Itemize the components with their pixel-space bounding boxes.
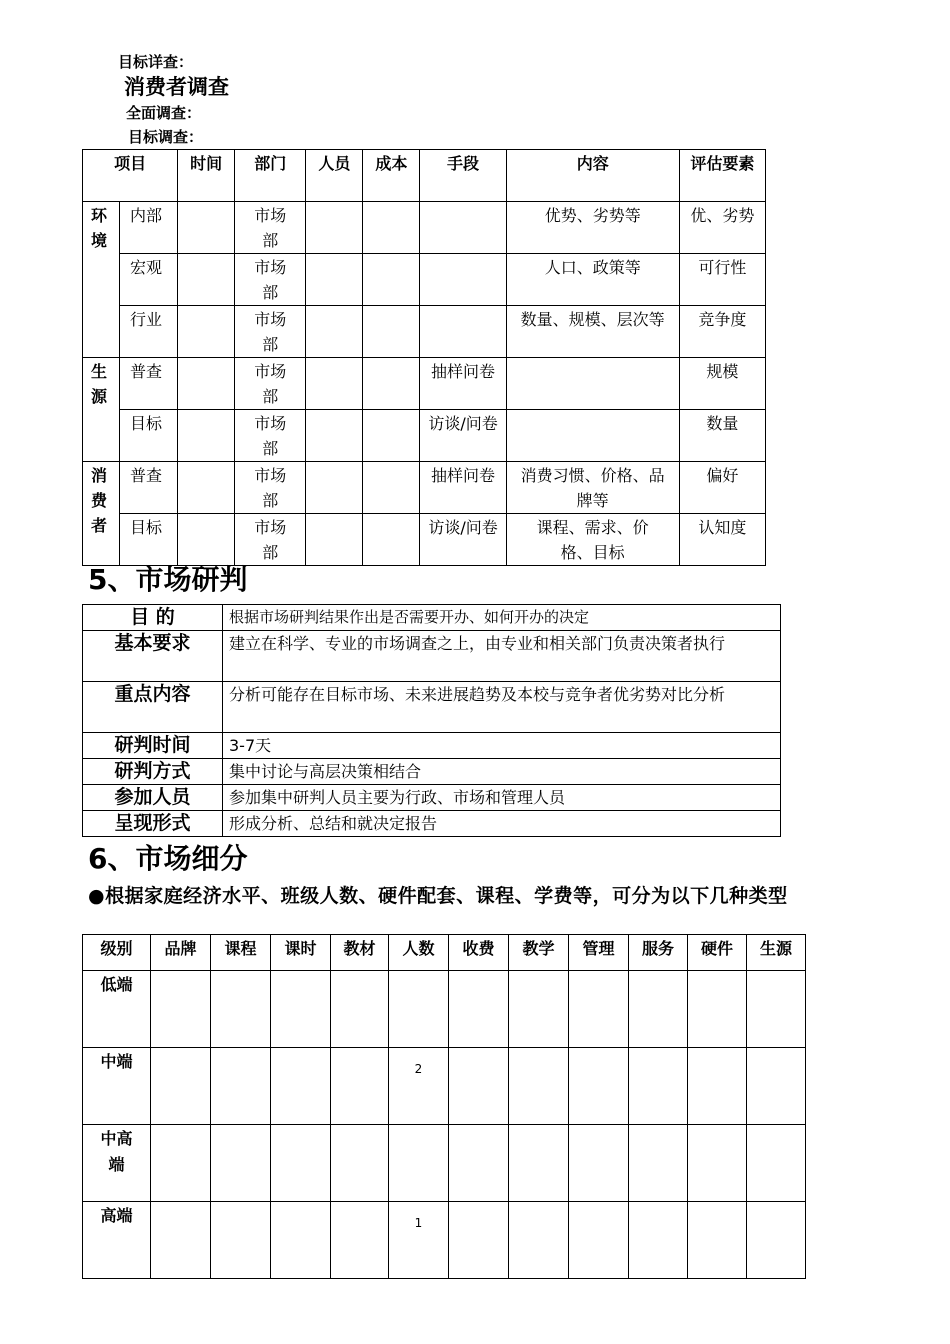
time-cell [178,358,235,410]
table-row [83,514,766,566]
factor-cell: 数量 [679,410,765,462]
header-cell: 教学 [509,935,569,971]
segment-table [82,934,806,1279]
level-cell: 中高端 [83,1125,151,1202]
table-cell [629,1125,688,1202]
staff-cell [306,462,363,514]
table-cell [151,1048,211,1125]
table-cell [151,971,211,1048]
full-survey-heading: 全面调查： [126,104,202,122]
time-cell [178,306,235,358]
table-row [83,1125,806,1202]
key-cell: 参加人员 [83,785,223,811]
table-cell [331,1202,389,1279]
factor-cell: 可行性 [679,254,765,306]
table-row [83,811,781,837]
table-cell: 2 [389,1048,449,1125]
table-cell [151,1125,211,1202]
key-cell: 研判时间 [83,733,223,759]
staff-cell [306,514,363,566]
table-row [83,605,781,631]
header-cell: 教材 [331,935,389,971]
dept-cell: 市场部 [235,462,306,514]
table-cell [569,1048,629,1125]
dept-cell: 市场部 [235,202,306,254]
table-cell [389,1125,449,1202]
cost-cell [363,306,420,358]
header-cell: 手段 [420,150,506,202]
item-cell: 普查 [120,462,178,514]
item-cell: 宏观 [120,254,178,306]
table-row [83,254,766,306]
value-cell: 3-7天 [223,733,781,759]
table-row [83,202,766,254]
table-row [83,1202,806,1279]
dept-cell: 市场部 [235,306,306,358]
research-table [82,604,781,837]
group-cell: 消费者 [83,462,120,566]
table-cell [509,971,569,1048]
cost-cell [363,514,420,566]
table-cell [331,1048,389,1125]
table-cell [271,1048,331,1125]
item-cell: 内部 [120,202,178,254]
table-row [83,306,766,358]
header-cell: 管理 [569,935,629,971]
header-cell: 课时 [271,935,331,971]
table-cell [331,971,389,1048]
table-row [83,1048,806,1125]
time-cell [178,202,235,254]
table-cell [509,1048,569,1125]
key-cell: 目 的 [83,605,223,631]
survey-table [82,149,766,566]
key-cell: 呈现形式 [83,811,223,837]
header-cell: 时间 [178,150,235,202]
content-cell: 数量、规模、层次等 [506,306,679,358]
table-cell [747,971,806,1048]
cost-cell [363,410,420,462]
content-cell: 课程、需求、价格、目标 [506,514,679,566]
value-cell: 根据市场研判结果作出是否需要开办、如何开办的决定 [223,605,781,631]
target-survey-heading: 目标调查： [128,128,204,146]
staff-cell [306,254,363,306]
item-cell: 行业 [120,306,178,358]
factor-cell: 认知度 [679,514,765,566]
content-cell: 优势、劣势等 [506,202,679,254]
value-cell: 参加集中研判人员主要为行政、市场和管理人员 [223,785,781,811]
header-cell: 课程 [211,935,271,971]
table-cell [629,1202,688,1279]
group-cell: 环境 [83,202,120,358]
table-row [83,410,766,462]
table-row [83,631,781,682]
method-cell [420,254,506,306]
table-row [83,358,766,410]
table-cell [688,1125,747,1202]
table-row [83,733,781,759]
method-cell [420,202,506,254]
method-cell: 访谈/问卷 [420,514,506,566]
table-cell [211,1202,271,1279]
table-cell [747,1125,806,1202]
factor-cell: 偏好 [679,462,765,514]
level-cell: 高端 [83,1202,151,1279]
cost-cell [363,254,420,306]
table-cell [629,1048,688,1125]
header-cell: 服务 [629,935,688,971]
dept-cell: 市场部 [235,410,306,462]
header-cell: 人数 [389,935,449,971]
header-cell: 硬件 [688,935,747,971]
table-cell [688,1048,747,1125]
value-cell: 形成分析、总结和就决定报告 [223,811,781,837]
method-cell: 抽样问卷 [420,358,506,410]
group-cell: 生源 [83,358,120,462]
header-cell: 人员 [306,150,363,202]
table-cell [509,1202,569,1279]
table-row [83,759,781,785]
key-cell: 基本要求 [83,631,223,682]
header-cell: 生源 [747,935,806,971]
table-cell [211,971,271,1048]
item-cell: 目标 [120,410,178,462]
table-cell [211,1125,271,1202]
header-cell: 评估要素 [679,150,765,202]
table-cell [629,971,688,1048]
cost-cell [363,358,420,410]
table-cell [747,1048,806,1125]
time-cell [178,462,235,514]
header-cell: 项目 [83,150,178,202]
table-cell [449,1202,509,1279]
dept-cell: 市场部 [235,254,306,306]
consumer-survey-heading: 消费者调查 [124,75,229,99]
table-cell [271,1125,331,1202]
factor-cell: 优、劣势 [679,202,765,254]
content-cell [506,410,679,462]
table-cell [569,1125,629,1202]
section-5-title: 5、市场研判 [88,563,248,596]
value-cell: 分析可能存在目标市场、未来进展趋势及本校与竞争者优劣势对比分析 [223,682,781,733]
key-cell: 重点内容 [83,682,223,733]
table-cell [211,1048,271,1125]
factor-cell: 竞争度 [679,306,765,358]
table-cell [389,971,449,1048]
table-cell [449,1048,509,1125]
level-cell: 低端 [83,971,151,1048]
content-cell [506,358,679,410]
table-row [83,462,766,514]
level-cell: 中端 [83,1048,151,1125]
staff-cell [306,410,363,462]
staff-cell [306,358,363,410]
section-6-title: 6、市场细分 [88,842,248,875]
table-cell [449,1125,509,1202]
table-cell: 1 [389,1202,449,1279]
staff-cell [306,306,363,358]
key-cell: 研判方式 [83,759,223,785]
target-detail-heading: 目标详查： [118,53,194,71]
method-cell: 访谈/问卷 [420,410,506,462]
cost-cell [363,462,420,514]
bullet-text: ●根据家庭经济水平、班级人数、硬件配套、课程、学费等，可分为以下几种类型 [88,885,788,907]
item-cell: 目标 [120,514,178,566]
table-cell [449,971,509,1048]
table-cell [688,1202,747,1279]
header-cell: 成本 [363,150,420,202]
header-cell: 内容 [506,150,679,202]
time-cell [178,410,235,462]
table-row [83,785,781,811]
table-cell [747,1202,806,1279]
time-cell [178,254,235,306]
table-cell [151,1202,211,1279]
value-cell: 建立在科学、专业的市场调查之上，由专业和相关部门负责决策者执行 [223,631,781,682]
table-cell [569,1202,629,1279]
content-cell: 人口、政策等 [506,254,679,306]
dept-cell: 市场部 [235,514,306,566]
table-cell [271,1202,331,1279]
table-cell [331,1125,389,1202]
table-header-row [83,150,766,202]
method-cell: 抽样问卷 [420,462,506,514]
cost-cell [363,202,420,254]
table-cell [569,971,629,1048]
dept-cell: 市场部 [235,358,306,410]
method-cell [420,306,506,358]
content-cell: 消费习惯、价格、品牌等 [506,462,679,514]
header-cell: 部门 [235,150,306,202]
factor-cell: 规模 [679,358,765,410]
time-cell [178,514,235,566]
table-cell [688,971,747,1048]
table-cell [509,1125,569,1202]
item-cell: 普查 [120,358,178,410]
header-cell: 级别 [83,935,151,971]
table-cell [271,971,331,1048]
table-header-row [83,935,806,971]
header-cell: 品牌 [151,935,211,971]
header-cell: 收费 [449,935,509,971]
value-cell: 集中讨论与高层决策相结合 [223,759,781,785]
staff-cell [306,202,363,254]
table-row [83,971,806,1048]
table-row [83,682,781,733]
